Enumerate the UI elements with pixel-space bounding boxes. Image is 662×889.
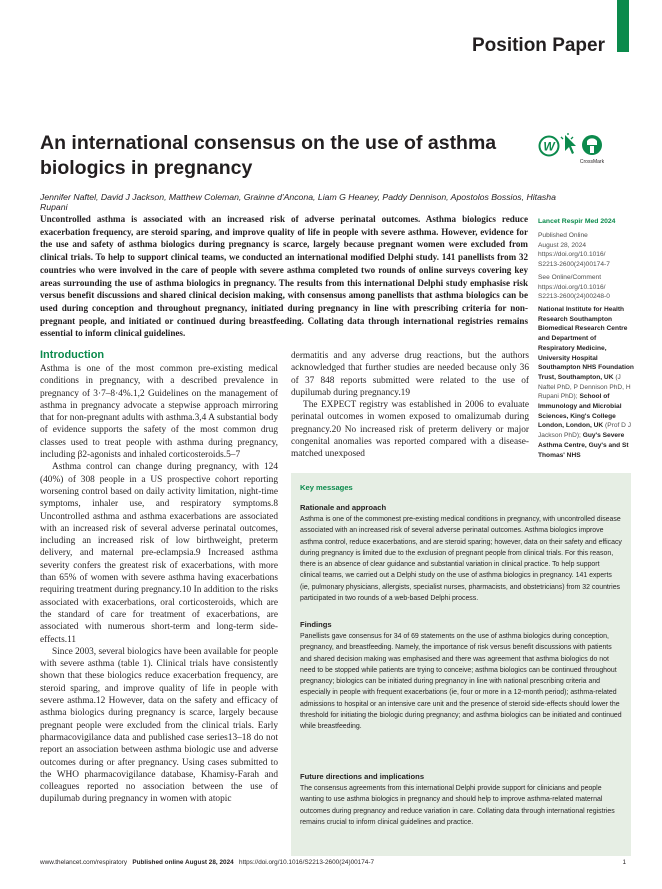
sidebar-comment [538,273,634,302]
crossmark-icon[interactable] [580,135,605,165]
article-title: An international consensus on the use of asthma biologics in pregnancy [40,132,497,179]
section-text: The consensus agreements from this international Delphi provide support for clinicians and people wanting to use asthma biologics in pregnancy and should help to improve asthma-related maternal outcomes during pregnancy and reduce variation in care. Collating data through international registries remains crucial to inform clinical guidelines and practice. [300,785,615,826]
key-messages-heading: Key messages [300,483,353,492]
section-title: Findings [300,620,332,629]
article-icons [538,133,618,163]
affiliation-kings-names: (Prof D J Jackson PhD); [538,422,632,440]
open-access-icon[interactable] [540,137,559,156]
published-label: Published Online [538,232,588,239]
affiliation-guys: Guy's Severe Asthma Centre, Guy's and St Thomas' NHS [538,432,629,459]
cursor-icon [561,133,576,154]
page-footer [40,859,630,866]
affiliation-southampton: National Institute for Health Research Southampton Biomedical Research Centre and Department of Respiratory Medicine, University Hospital Southampton NHS Foundation Trust, Southampton, UK [538,306,634,381]
paragraph: Since 2003, several biologics have been available for people with severe asthma (table 1). Clinical trials have consistently shown that these biologics reduce exacerbation frequency, are steroid sparing, and improve quality of life in people with severe asthma.12 However, data on the safety and efficacy of asthma biologics during pregnancy is scarce, largely because pregnant people were excluded from the clinical trials. Early pharmacovigilance data and published case series13–18 do not report an association between asthma biologic use and adverse outcomes during or after pregnancy. Using cases submitted to the WHO pharmacovigilance database, Khamisy-Farah and colleagues reported no association between the use of dupilumab during pregnancy in women with atopic [40,646,278,805]
comment-link-line2[interactable]: S2213-2600(24)00248-0 [538,293,610,301]
journal-citation: Lancet Respir Med 2024 [538,218,616,225]
body-column-right [291,350,529,461]
comment-label: See Online/Comment [538,274,602,281]
page-number: 1 [622,859,626,866]
doi-link-line1[interactable]: https://doi.org/10.1016/ [538,251,606,259]
footer-doi[interactable]: https://doi.org/10.1016/S2213-2600(24)00174-7 [239,859,375,866]
section-label: Position Paper [471,35,605,56]
paragraph: Asthma is one of the most common pre-existing medical conditions in pregnancy, with a described prevalence in pregnancy of 3·7–8·4%.1,2 Guidelines on the management of asthma in pregnancy advocate a stepwise approach mirroring that for non-pregnant adults with asthma.3,4 A substantial body of evidence supports the safety of the most common drug classes used to treat people with asthma during pregnancy, including β2-agonists and inhaled corticosteroids.5–7 [40,364,278,461]
paragraph: Asthma control can change during pregnancy, with 124 (40%) of 308 people in a US prospective cohort reporting worsening control based on daily activity limitation, night-time symptoms, inhaler use, and respiratory symptoms.8 Uncontrolled asthma and asthma exacerbations are associated with an increased risk of several adverse perinatal outcomes, including an increased risk of low birthweight, preterm delivery, and maternal pre-eclampsia.9 Increased asthma severity confers the greatest risk of exacerbations, with more than 65% of women with severe asthma having exacerbations requiring treatment during pregnancy.10 In addition to the risks associated with exacerbations, oral corticosteroids, which are the standard of care for treatment of exacerbations, are associated with numerous short-term and long-term side-effects.11 [40,462,278,645]
journal-site-link[interactable]: www.thelancet.com/respiratory [40,859,128,866]
section-color-bar [617,0,629,52]
crossmark-label: CrossMark [579,159,605,165]
footer-published: Published online August 28, 2024 [132,859,234,866]
affiliation-southampton-names: (J Naftel PhD, P Dennison PhD, H Rupani PhD); [538,373,631,401]
section-title: Future directions and implications [300,772,425,781]
section-text: Asthma is one of the commonest pre-existing medical conditions in pregnancy, with uncontrolled disease associated with an increased risk of several adverse perinatal outcomes. Asthma biologics improve asthma control, reduce exacerbations, and are steroid sparing; however, data on their safety and efficacy during pregnancy is limited due to the exclusion of pregnant people from clinical trials. For this reason, there is an absence of clear guidance and substantial variation in clinical practice. To help support clinical teams, we carried out a Delphi study on the use of asthma biologics in pregnancy. 141 experts (ie, pulmonary physicians, allergists, specialist nurses, pharmacists, and obstetricians) from 32 countries participated in two rounds of a web-based Delphi process. [300,516,622,603]
affiliation-kings: School of Immunology and Microbial Sciences, King's College London, London, UK [538,393,622,430]
section-text: Panellists gave consensus for 34 of 69 statements on the use of asthma biologics during conception, pregnancy, and breastfeeding. Namely, the importance of risk versus benefit discussions with patients and shared decision making was emphasised and there was agreement that asthma biologics do not need to be stopped while patients are trying to conceive; asthma biologics can be continued throughout pregnancy; biologics can be initiated during pregnancy in line with national prescribing criteria and especially in people with frequent exacerbations (ie, four or more in a 12-month period); asthma-related admissions to hospital or an intensive care unit and the presence of steroid side-effects should lower the threshold for initiating the biologic during pregnancy; and asthma biologics can be initiated and continued while breastfeeding. [300,633,622,731]
published-date: August 28, 2024 [538,241,587,249]
comment-link-line1[interactable]: https://doi.org/10.1016/ [538,283,606,291]
sidebar-journal [538,217,634,227]
introduction-heading: Introduction [40,349,105,361]
paragraph: The EXPECT registry was established in 2006 to evaluate perinatal outcomes in women exposed to omalizumab during pregnancy.20 No increased risk of preterm delivery or major congenital anomalies was reported compared with a disease-matched unexposed [291,400,529,460]
key-messages-panel [291,473,631,856]
body-column-left [40,363,278,806]
svg-text:W: W [543,139,555,154]
doi-link-line2[interactable]: S2213-2600(24)00174-7 [538,261,610,269]
section-title: Rationale and approach [300,503,387,512]
paragraph: dermatitis and any adverse drug reactions, but the authors acknowledged that further studies are needed because only 36 of 37 848 reports submitted were related to the use of dupilumab during pregnancy.19 [291,351,529,398]
abstract: Uncontrolled asthma is associated with an increased risk of adverse perinatal outcomes. Asthma biologics reduce exacerbation frequency, are steroid sparing, and improve quality of life in people with severe asthma. However, evidence for the use and safety of asthma biologics during pregnancy is scarce, largely because pregnant women were excluded from clinical trials. To help to support clinical teams, we conducted an international modified Delphi study. 141 panellists from 32 countries who were involved in the care of people with severe asthma completed two rounds of online surveys covering key areas surrounding the use of asthma biologics in pregnancy. The results from this international Delphi study emphasise risk versus benefit discussions and shared clinical decision making, with consensus among panellists that asthma biologics can be used during conception and throughout pregnancy, initiated during pregnancy in line with prescribing criteria for non-pregnant people, and initiated or continued during breastfeeding. Collating data through international registries remains essential to inform clinical guidelines. [40,214,528,339]
author-list: Jennifer Naftel, David J Jackson, Matthew Coleman, Grainne d'Ancona, Liam G Heaney, Paddy Dennison, Apostolos Bossios, Hitasha Rupani [40,192,556,212]
sidebar-affiliations [538,305,634,460]
sidebar-published [538,231,634,270]
